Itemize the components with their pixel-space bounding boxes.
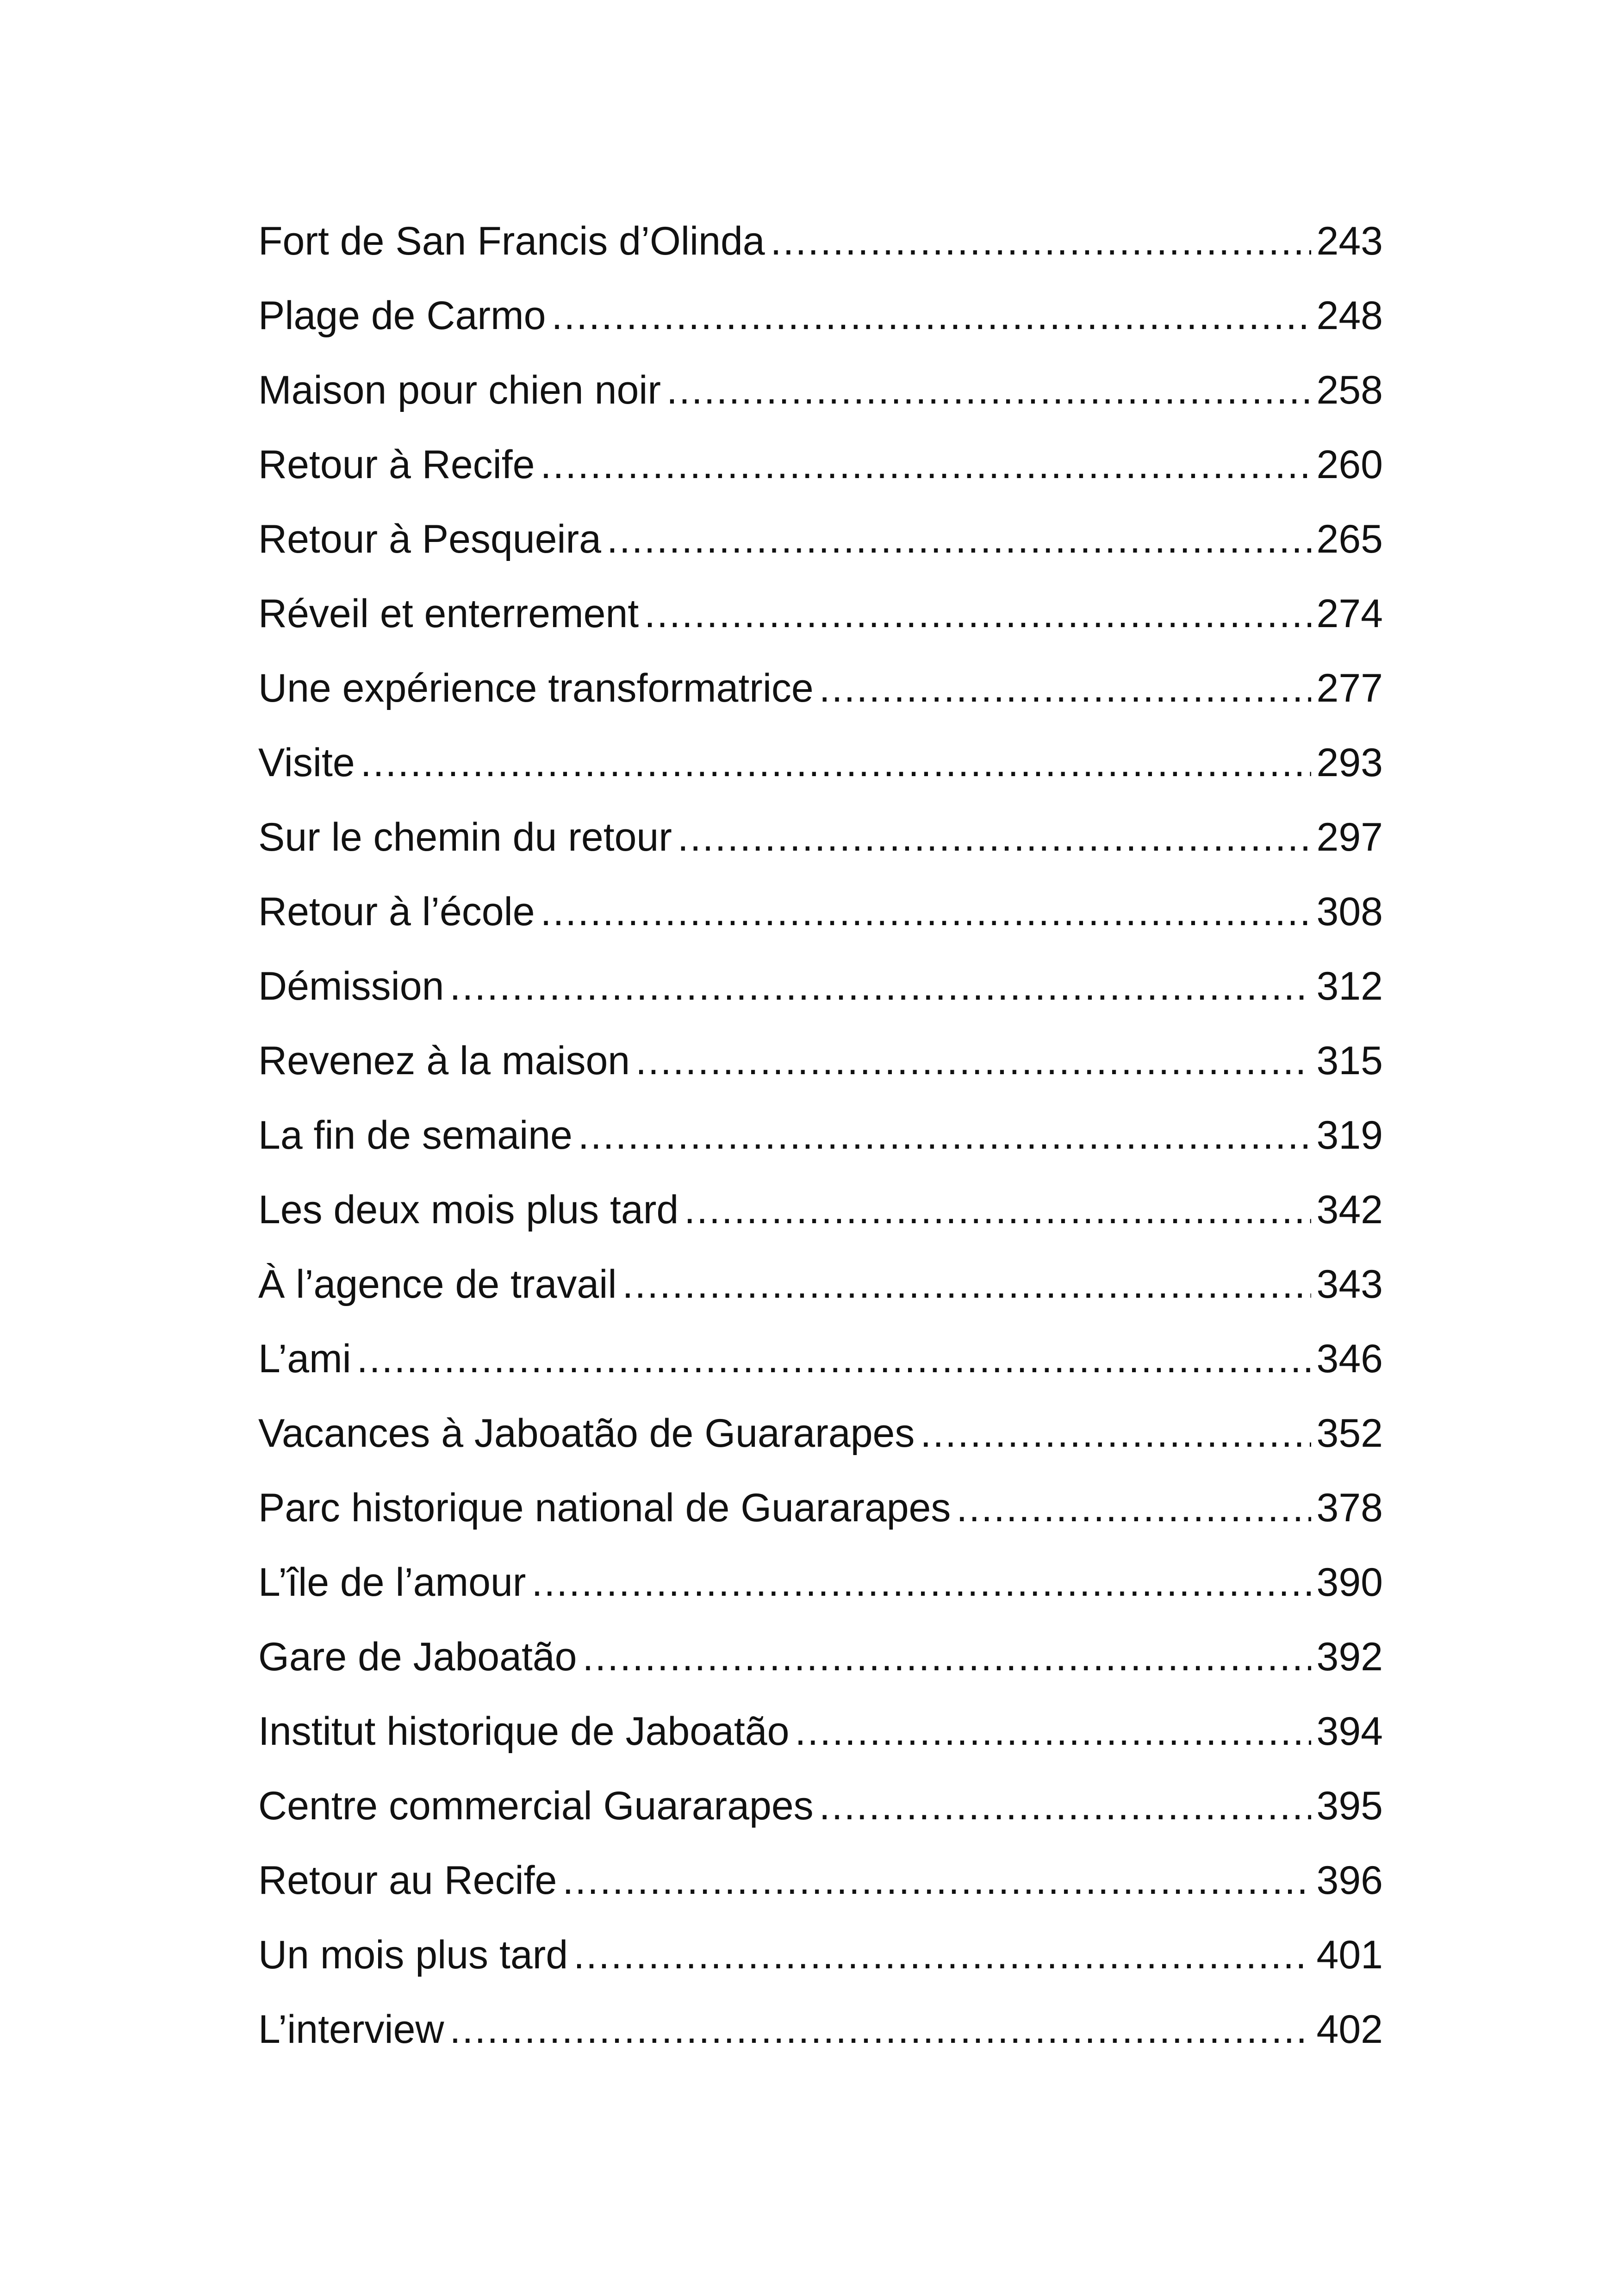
toc-entry bbox=[258, 577, 1383, 651]
toc-entry-page: 392 bbox=[1316, 1635, 1383, 1679]
toc-dot-leader bbox=[678, 800, 1311, 875]
toc-entry bbox=[258, 502, 1383, 577]
toc-entry bbox=[258, 1769, 1383, 1843]
toc-dot-leader bbox=[819, 1769, 1311, 1843]
toc-dot-leader bbox=[361, 726, 1311, 800]
toc-dot-leader bbox=[562, 1843, 1311, 1918]
toc-entry-title: Plage de Carmo bbox=[258, 293, 546, 338]
toc-entry-page: 274 bbox=[1316, 591, 1383, 636]
toc-entry bbox=[258, 1992, 1383, 2067]
toc-entry bbox=[258, 1173, 1383, 1247]
toc-entry bbox=[258, 1620, 1383, 1694]
toc-entry-page: 342 bbox=[1316, 1188, 1383, 1232]
toc-entry bbox=[258, 875, 1383, 949]
toc-entry-page: 352 bbox=[1316, 1411, 1383, 1456]
toc-entry-title: Fort de San Francis d’Olinda bbox=[258, 219, 765, 263]
toc-entry-page: 308 bbox=[1316, 890, 1383, 934]
toc-entry-title: Réveil et enterrement bbox=[258, 591, 639, 636]
toc-entry bbox=[258, 1918, 1383, 1992]
toc-entry-page: 401 bbox=[1316, 1933, 1383, 1977]
toc-entry bbox=[258, 1322, 1383, 1396]
toc-entry bbox=[258, 1545, 1383, 1620]
toc-entry-title: Sur le chemin du retour bbox=[258, 815, 672, 859]
toc-dot-leader bbox=[622, 1247, 1311, 1322]
toc-entry-title: Un mois plus tard bbox=[258, 1933, 568, 1977]
toc-entry bbox=[258, 949, 1383, 1024]
toc-entry-title: Démission bbox=[258, 964, 444, 1008]
toc-entry-page: 277 bbox=[1316, 666, 1383, 710]
toc-entry-title: À l’agence de travail bbox=[258, 1262, 617, 1307]
toc-entry bbox=[258, 1694, 1383, 1769]
toc-entry-page: 293 bbox=[1316, 740, 1383, 785]
toc-entry-title: Centre commercial Guararapes bbox=[258, 1784, 814, 1828]
toc-entry-title: Une expérience transformatrice bbox=[258, 666, 814, 710]
toc-entry-title: Les deux mois plus tard bbox=[258, 1188, 679, 1232]
toc-dot-leader bbox=[583, 1620, 1311, 1694]
toc-entry-page: 394 bbox=[1316, 1709, 1383, 1754]
toc-dot-leader bbox=[644, 577, 1311, 651]
toc-entry-title: La fin de semaine bbox=[258, 1113, 573, 1157]
toc-dot-leader bbox=[541, 875, 1311, 949]
toc-entry bbox=[258, 1024, 1383, 1098]
toc-entry-page: 260 bbox=[1316, 442, 1383, 487]
toc-entry bbox=[258, 1843, 1383, 1918]
toc-entry-page: 312 bbox=[1316, 964, 1383, 1008]
toc-dot-leader bbox=[635, 1024, 1311, 1098]
toc-entry-title: Retour à Recife bbox=[258, 442, 535, 487]
toc-entry-title: Revenez à la maison bbox=[258, 1039, 630, 1083]
toc-entry-title: Gare de Jaboatão bbox=[258, 1635, 577, 1679]
toc-entry-title: Vacances à Jaboatão de Guararapes bbox=[258, 1411, 915, 1456]
toc-entry-title: Maison pour chien noir bbox=[258, 368, 661, 412]
toc-entry-title: Parc historique national de Guararapes bbox=[258, 1486, 951, 1530]
toc-dot-leader bbox=[819, 651, 1311, 726]
toc-dot-leader bbox=[684, 1173, 1311, 1247]
toc-entry bbox=[258, 800, 1383, 875]
toc-dot-leader bbox=[795, 1694, 1311, 1769]
toc-dot-leader bbox=[531, 1545, 1311, 1620]
toc-entry-title: Visite bbox=[258, 740, 355, 785]
toc-entry bbox=[258, 1471, 1383, 1545]
toc-entry bbox=[258, 204, 1383, 279]
toc-entry-page: 390 bbox=[1316, 1560, 1383, 1605]
toc-dot-leader bbox=[578, 1098, 1311, 1173]
toc-entry-page: 319 bbox=[1316, 1113, 1383, 1157]
toc-dot-leader bbox=[541, 428, 1311, 502]
table-of-contents bbox=[258, 204, 1383, 2067]
toc-dot-leader bbox=[771, 204, 1311, 279]
toc-dot-leader bbox=[666, 353, 1311, 428]
toc-entry-page: 297 bbox=[1316, 815, 1383, 859]
toc-dot-leader bbox=[449, 949, 1311, 1024]
toc-entry bbox=[258, 279, 1383, 353]
toc-dot-leader bbox=[450, 1992, 1311, 2067]
toc-entry-page: 378 bbox=[1316, 1486, 1383, 1530]
toc-entry bbox=[258, 651, 1383, 726]
toc-entry-page: 396 bbox=[1316, 1858, 1383, 1903]
toc-entry-page: 248 bbox=[1316, 293, 1383, 338]
toc-entry-title: Retour à l’école bbox=[258, 890, 535, 934]
toc-dot-leader bbox=[607, 502, 1311, 577]
toc-entry-title: L’interview bbox=[258, 2007, 444, 2052]
toc-dot-leader bbox=[357, 1322, 1311, 1396]
toc-entry-page: 346 bbox=[1316, 1337, 1383, 1381]
toc-entry-page: 402 bbox=[1316, 2007, 1383, 2052]
toc-entry-page: 343 bbox=[1316, 1262, 1383, 1307]
toc-entry bbox=[258, 726, 1383, 800]
toc-entry-page: 395 bbox=[1316, 1784, 1383, 1828]
toc-entry-title: Institut historique de Jaboatão bbox=[258, 1709, 790, 1754]
toc-dot-leader bbox=[920, 1396, 1311, 1471]
toc-dot-leader bbox=[551, 279, 1311, 353]
toc-entry-page: 315 bbox=[1316, 1039, 1383, 1083]
toc-entry-title: Retour au Recife bbox=[258, 1858, 557, 1903]
toc-entry-page: 258 bbox=[1316, 368, 1383, 412]
toc-entry bbox=[258, 1098, 1383, 1173]
toc-entry bbox=[258, 353, 1383, 428]
toc-entry bbox=[258, 1247, 1383, 1322]
toc-entry bbox=[258, 428, 1383, 502]
toc-entry-title: L’ami bbox=[258, 1337, 351, 1381]
toc-entry-title: Retour à Pesqueira bbox=[258, 517, 601, 561]
toc-entry-page: 243 bbox=[1316, 219, 1383, 263]
toc-entry-title: L’île de l’amour bbox=[258, 1560, 526, 1605]
toc-entry bbox=[258, 1396, 1383, 1471]
toc-dot-leader bbox=[573, 1918, 1311, 1992]
toc-dot-leader bbox=[956, 1471, 1311, 1545]
toc-entry-page: 265 bbox=[1316, 517, 1383, 561]
